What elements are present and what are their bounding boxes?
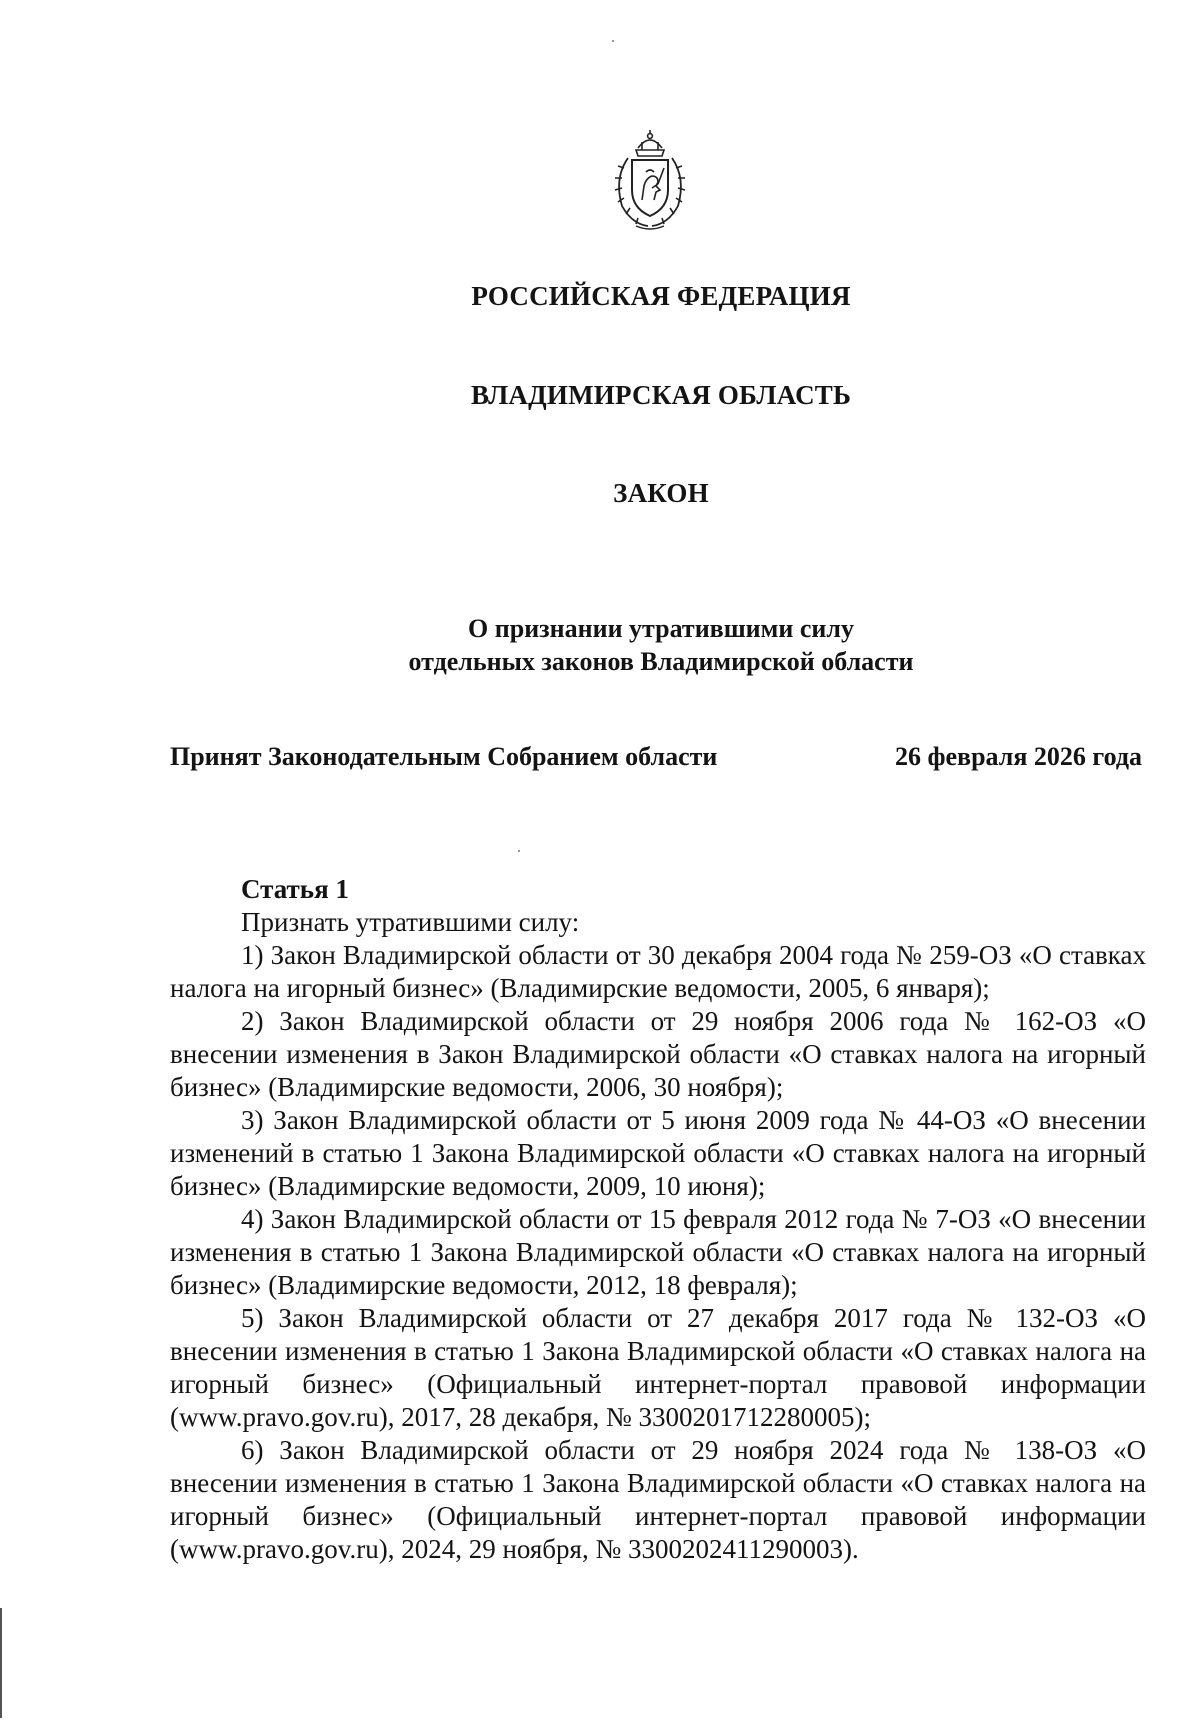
article-title: Статья 1 [241, 874, 349, 904]
article-item-1: 1) Закон Владимирской области от 30 декабря 2004 года № 259-ОЗ «О ставках налога на игорный бизнес» (Владимирские ведомости, 2005, 6 января); [170, 940, 1146, 1003]
document-type-heading: ЗАКОН [613, 478, 709, 508]
article-item-2: 2) Закон Владимирской области от 29 ноября 2006 года № 162-ОЗ «О внесении изменения в Закон Владимирской области «О ставках налога на игорный бизнес» (Владимирские ведомости, 2006, 30 ноября); [170, 1006, 1146, 1102]
law-title [0, 612, 1200, 678]
region-heading: ВЛАДИМИРСКАЯ ОБЛАСТЬ [470, 380, 852, 410]
article-item-5: 5) Закон Владимирской области от 27 декабря 2017 года № 132-ОЗ «О внесении изменения в статью 1 Закона Владимирской области «О ставках налога на игорный бизнес» (Официальный интернет-портал правовой информации (www.pravo.gov.ru), 2017, 28 декабря, № 3300201712280005); [170, 1303, 1146, 1432]
law-title-line-1: О признании утратившими силу [468, 614, 854, 643]
scan-edge-line [0, 1608, 2, 1718]
article-item-4: 4) Закон Владимирской области от 15 февраля 2012 года № 7-ОЗ «О внесении изменения в статью 1 Закона Владимирской области «О ставках налога на игорный бизнес» (Владимирские ведомости, 2012, 18 февраля); [170, 1204, 1146, 1300]
vladimir-oblast-coat-of-arms-icon [602, 128, 698, 234]
article-item-3: 3) Закон Владимирской области от 5 июня 2009 года № 44-ОЗ «О внесении изменений в статью 1 Закона Владимирской области «О ставках налога на игорный бизнес» (Владимирские ведомости, 2009, 10 июня); [170, 1105, 1146, 1201]
scan-speck [518, 850, 520, 852]
article-item-6: 6) Закон Владимирской области от 29 ноября 2024 года № 138-ОЗ «О внесении изменения в статью 1 Закона Владимирской области «О ставках налога на игорный бизнес» (Официальный интернет-портал правовой информации (www.pravo.gov.ru), 2024, 29 ноября, № 3300202411290003). [170, 1435, 1146, 1564]
scan-speck [612, 40, 614, 42]
law-title-line-2: отдельных законов Владимирской области [408, 647, 914, 676]
adoption-date: 26 февраля 2026 года [895, 742, 1142, 771]
adopting-body: Принят Законодательным Собранием области [170, 742, 718, 771]
country-heading: РОССИЙСКАЯ ФЕДЕРАЦИЯ [471, 281, 851, 311]
article-1 [170, 873, 1146, 1566]
article-intro: Признать утратившими силу: [241, 907, 580, 937]
